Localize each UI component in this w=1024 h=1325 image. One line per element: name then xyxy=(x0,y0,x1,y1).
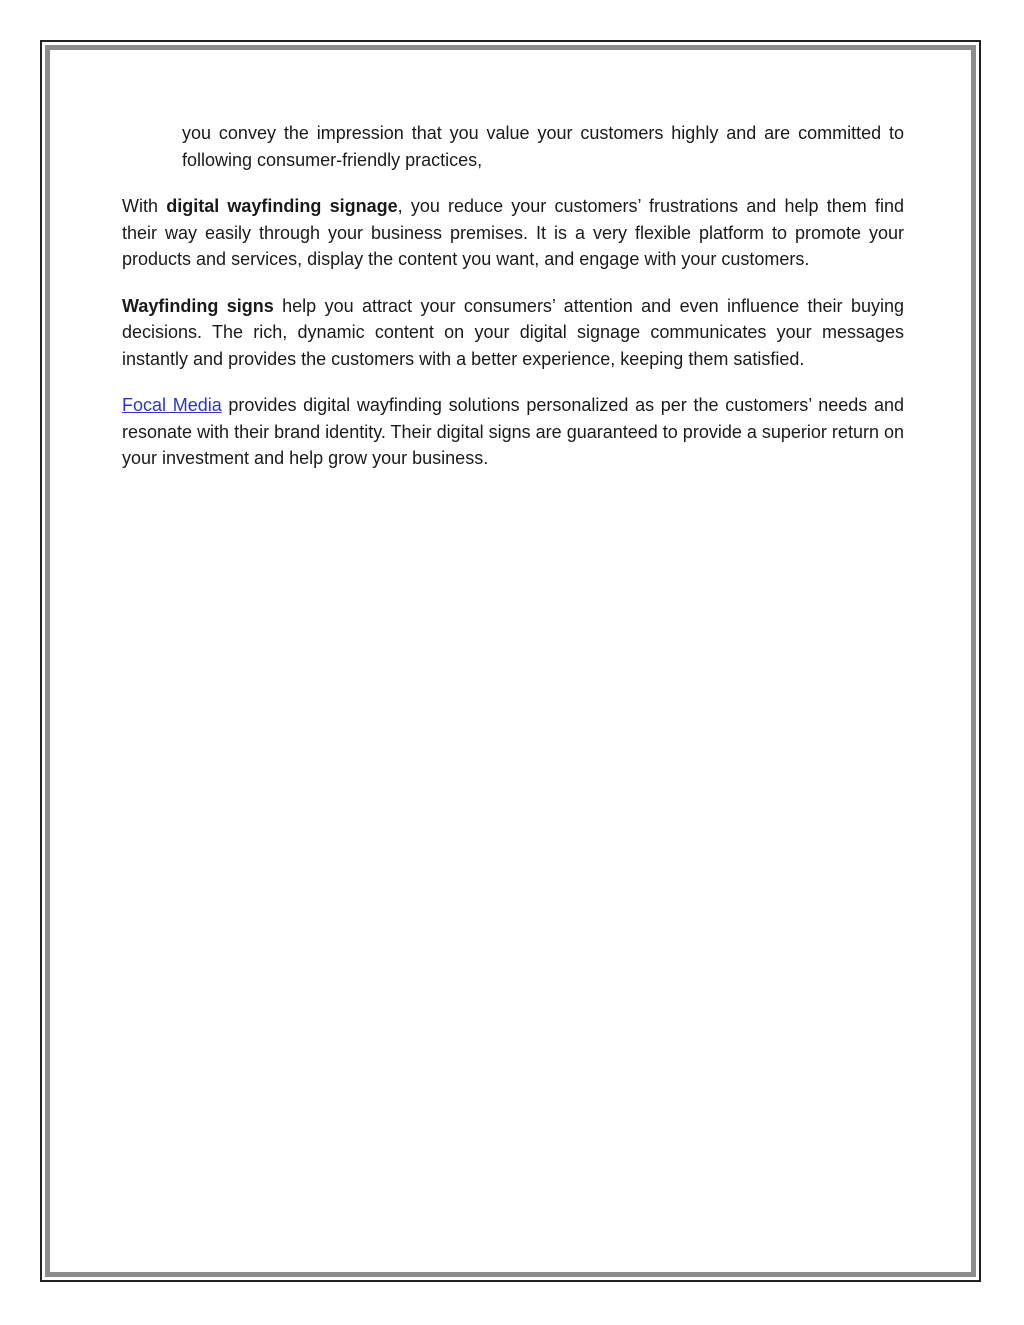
paragraph-wayfinding-signs xyxy=(122,293,904,373)
paragraph-text: , you reduce your customers’ frustrations and help them find their way easily through your business premises. It is a very flexible platform to promote your products and services, display the content you want, and engage with your customers. xyxy=(122,196,904,269)
paragraph-continuation xyxy=(182,120,904,173)
focal-media-link[interactable]: Focal Media xyxy=(122,395,222,415)
bold-term: Wayfinding signs xyxy=(122,295,274,316)
paragraph-focal-media xyxy=(122,392,904,472)
paragraph-lead-text: With xyxy=(122,196,167,216)
bold-term: digital wayfinding signage xyxy=(166,196,398,216)
paragraph-digital-wayfinding xyxy=(122,193,904,273)
document-body xyxy=(122,120,904,492)
paragraph-text: help you attract your consumers’ attention and even influence their buying decisions. The rich, dynamic content on your digital signage communicates your messages instantly and provides the customers with a better experience, keeping them satisfied. xyxy=(122,295,904,369)
document-page xyxy=(40,40,981,1282)
paragraph-text: provides digital wayfinding solutions personalized as per the customers’ needs and resonate with their brand identity. Their digital signs are guaranteed to provide a superior return on your investment and help grow your business. xyxy=(122,395,904,468)
paragraph-text: you convey the impression that you value your customers highly and are committed to following consumer-friendly practices, xyxy=(182,123,904,170)
